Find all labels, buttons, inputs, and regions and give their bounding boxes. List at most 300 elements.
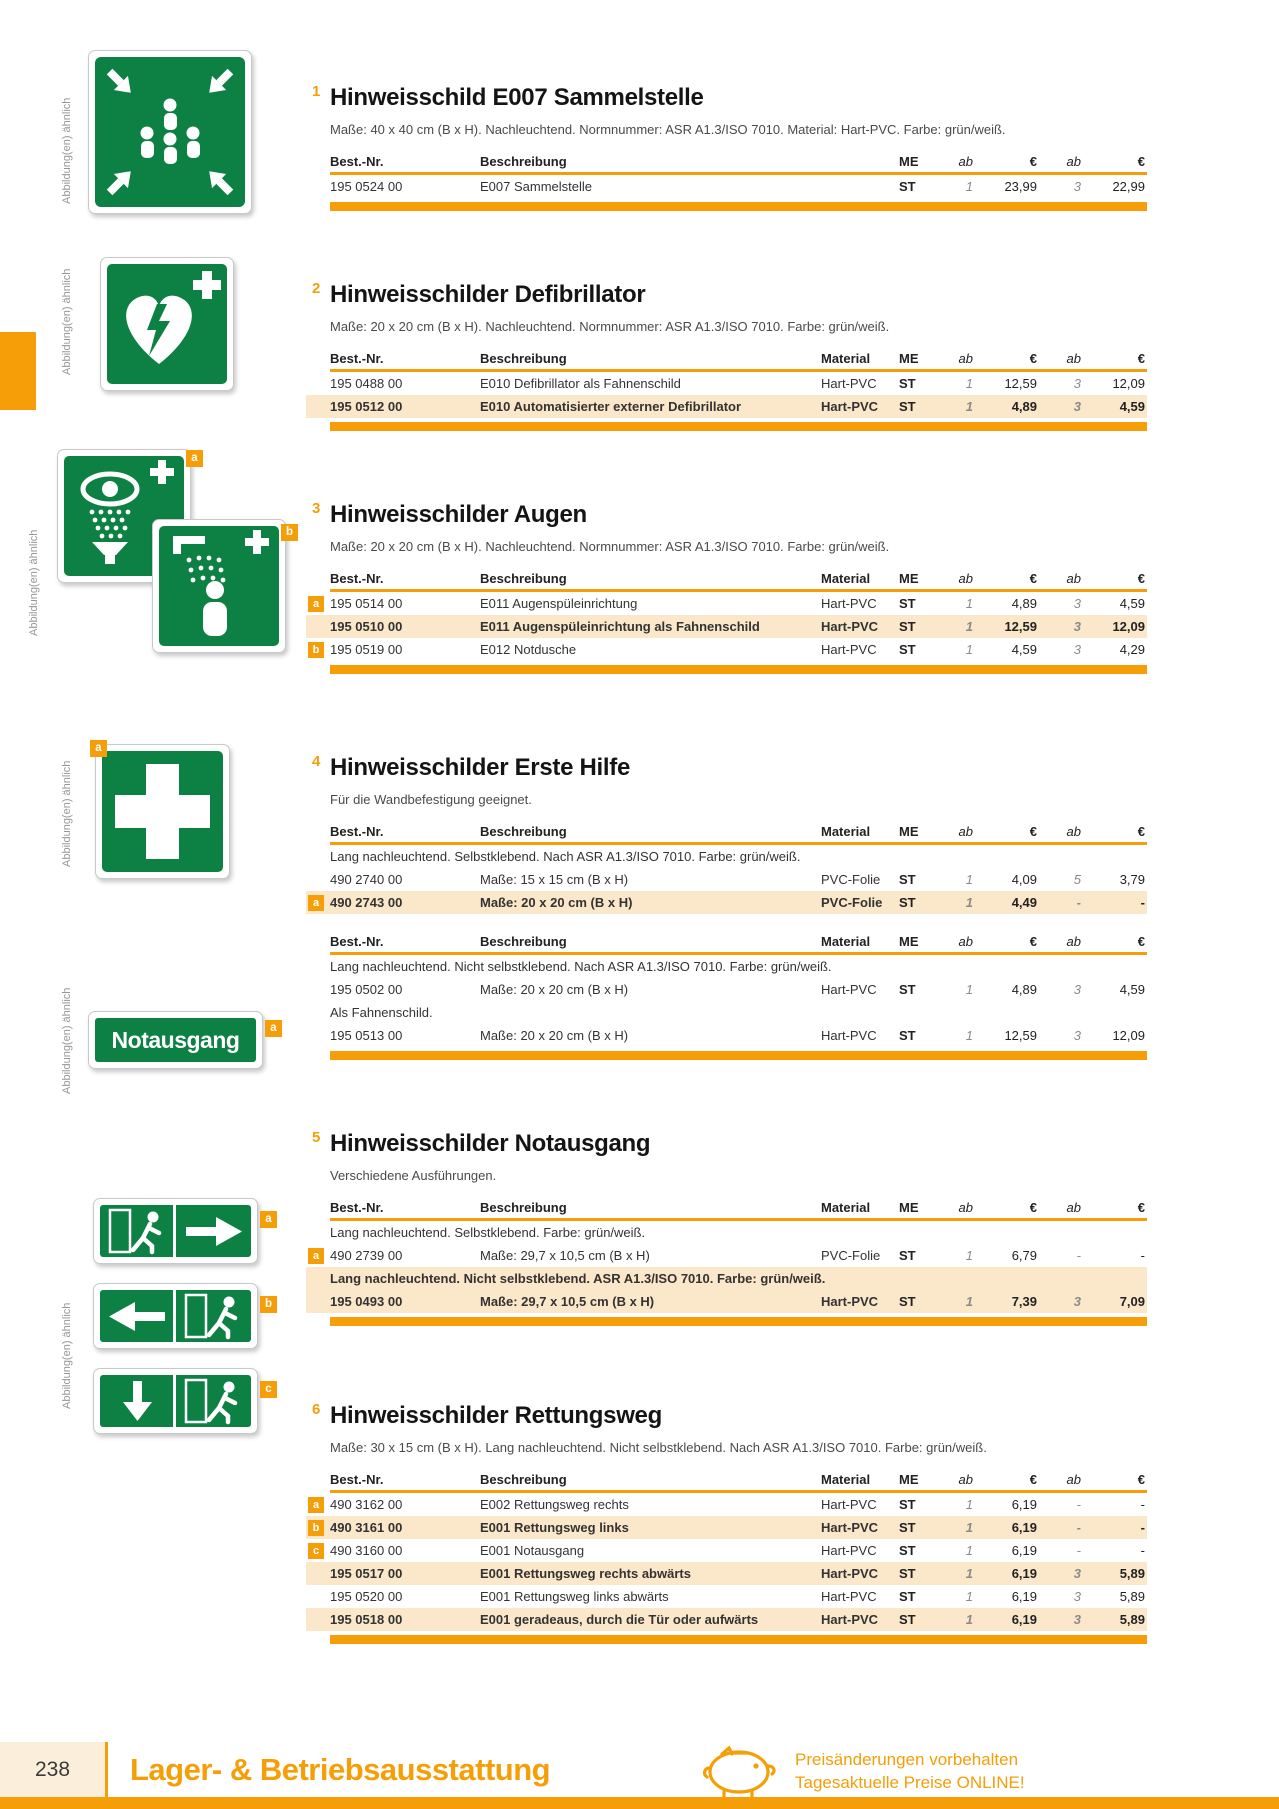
cell-bestnr: 490 2743 00 bbox=[330, 895, 403, 910]
cell-ab1: 1 bbox=[965, 1294, 973, 1309]
column-header-me: ME bbox=[899, 571, 919, 586]
column-header-ab: ab bbox=[1066, 934, 1081, 949]
cell-price2: - bbox=[1140, 1520, 1145, 1535]
cell-ab1: 1 bbox=[965, 1543, 973, 1558]
table-note-row bbox=[306, 1221, 1147, 1244]
column-header-eur: € bbox=[1137, 1200, 1145, 1215]
cell-beschreibung: Maße: 15 x 15 cm (B x H) bbox=[480, 872, 629, 887]
table-row bbox=[306, 868, 1147, 891]
note-text: Lang nachleuchtend. Nicht selbstklebend. ASR A1.3/ISO 7010. Farbe: grün/weiß. bbox=[330, 1271, 826, 1286]
column-header-material: Material bbox=[821, 824, 871, 839]
row-gutter bbox=[306, 1496, 330, 1513]
figure-marker-badge: a bbox=[90, 740, 107, 757]
cell-me: ST bbox=[899, 1543, 916, 1558]
column-header-eur: € bbox=[1137, 351, 1145, 366]
table-header-row bbox=[306, 930, 1147, 955]
table-row bbox=[306, 615, 1147, 638]
column-header-material: Material bbox=[821, 1200, 871, 1215]
footer-section-title: Lager- & Betriebsausstattung bbox=[130, 1752, 551, 1787]
cell-beschreibung: E007 Sammelstelle bbox=[480, 179, 592, 194]
cell-me: ST bbox=[899, 179, 916, 194]
figure-marker-badge: b bbox=[260, 1296, 277, 1313]
column-header-material: Material bbox=[821, 571, 871, 586]
cell-price1: 6,19 bbox=[1011, 1589, 1037, 1604]
cell-material: Hart-PVC bbox=[821, 596, 877, 611]
table-row bbox=[306, 1585, 1147, 1608]
cell-price1: 4,89 bbox=[1011, 596, 1037, 611]
cell-material: Hart-PVC bbox=[821, 1612, 879, 1627]
column-header-beschreibung: Beschreibung bbox=[480, 824, 567, 839]
table-row bbox=[306, 891, 1147, 914]
cell-beschreibung: Maße: 20 x 20 cm (B x H) bbox=[480, 1028, 629, 1043]
table-row bbox=[306, 1608, 1147, 1631]
cell-price2: 5,89 bbox=[1119, 1589, 1145, 1604]
cell-price1: 12,59 bbox=[1004, 1028, 1037, 1043]
cell-ab2: 3 bbox=[1073, 1589, 1081, 1604]
cell-ab1: 1 bbox=[965, 895, 973, 910]
column-header-ab: ab bbox=[958, 154, 973, 169]
column-header-bestnr: Best.-Nr. bbox=[330, 351, 384, 366]
section-title: Hinweisschild E007 Sammelstelle bbox=[330, 84, 704, 111]
cell-price2: - bbox=[1140, 1543, 1145, 1558]
column-header-me: ME bbox=[899, 1472, 919, 1487]
cell-price1: 6,19 bbox=[1011, 1566, 1037, 1581]
cell-price2: 4,59 bbox=[1119, 982, 1145, 997]
cell-price1: 4,89 bbox=[1011, 399, 1037, 414]
figure-marker-badge: a bbox=[186, 450, 203, 467]
cell-price1: 12,59 bbox=[1004, 619, 1037, 634]
cell-ab2: 3 bbox=[1073, 642, 1081, 657]
section-title: Hinweisschilder Augen bbox=[330, 501, 587, 528]
cell-beschreibung: E001 Notausgang bbox=[480, 1543, 585, 1558]
column-header-beschreibung: Beschreibung bbox=[480, 571, 567, 586]
section-title: Hinweisschilder Defibrillator bbox=[330, 281, 646, 308]
column-header-eur: € bbox=[1137, 934, 1145, 949]
cell-ab2: 3 bbox=[1073, 1294, 1081, 1309]
column-header-eur: € bbox=[1029, 1472, 1037, 1487]
cell-price2: 12,09 bbox=[1112, 376, 1145, 391]
cell-bestnr: 195 0502 00 bbox=[330, 982, 403, 997]
column-header-eur: € bbox=[1029, 351, 1037, 366]
cell-price1: 7,39 bbox=[1011, 1294, 1037, 1309]
table-note-row bbox=[306, 1267, 1147, 1290]
column-header-bestnr: Best.-Nr. bbox=[330, 824, 384, 839]
cell-bestnr: 490 3161 00 bbox=[330, 1520, 403, 1535]
notausgang-sign-text: Notausgang bbox=[95, 1018, 256, 1062]
cell-price1: 6,19 bbox=[1011, 1612, 1037, 1627]
table-row bbox=[306, 592, 1147, 615]
cell-me: ST bbox=[899, 982, 916, 997]
cell-price1: 4,09 bbox=[1011, 872, 1037, 887]
cell-price2: 3,79 bbox=[1119, 872, 1145, 887]
column-header-ab: ab bbox=[1066, 1200, 1081, 1215]
cell-price1: 6,19 bbox=[1011, 1543, 1037, 1558]
cell-material: Hart-PVC bbox=[821, 982, 877, 997]
table-header-row bbox=[306, 1196, 1147, 1221]
note-text: Lang nachleuchtend. Selbstklebend. Nach ASR A1.3/ISO 7010. Farbe: grün/weiß. bbox=[330, 849, 801, 864]
cell-ab1: 1 bbox=[965, 376, 973, 391]
column-header-ab: ab bbox=[1066, 824, 1081, 839]
cell-material: Hart-PVC bbox=[821, 1589, 877, 1604]
cell-ab1: 1 bbox=[965, 642, 973, 657]
section-number: 2 bbox=[312, 280, 321, 297]
price-table bbox=[306, 150, 1147, 211]
row-gutter bbox=[306, 641, 330, 658]
catalog-section-6 bbox=[306, 1402, 1147, 1644]
cell-me: ST bbox=[899, 1497, 916, 1512]
cell-ab2: 3 bbox=[1073, 1612, 1081, 1627]
cell-bestnr: 195 0520 00 bbox=[330, 1589, 403, 1604]
cell-ab2: 3 bbox=[1073, 399, 1081, 414]
cell-material: Hart-PVC bbox=[821, 1497, 877, 1512]
column-header-material: Material bbox=[821, 1472, 871, 1487]
cell-bestnr: 195 0519 00 bbox=[330, 642, 403, 657]
defibrillator-icon bbox=[107, 264, 227, 384]
cell-ab2: - bbox=[1076, 1520, 1081, 1535]
column-header-bestnr: Best.-Nr. bbox=[330, 1472, 384, 1487]
bottom-accent-bar bbox=[0, 1797, 1279, 1809]
table-row bbox=[306, 1539, 1147, 1562]
section-number: 4 bbox=[312, 753, 321, 770]
cell-material: PVC-Folie bbox=[821, 1248, 881, 1263]
cell-material: PVC-Folie bbox=[821, 872, 881, 887]
section-heading bbox=[306, 1130, 1147, 1157]
column-header-ab: ab bbox=[1066, 351, 1081, 366]
cell-ab2: 3 bbox=[1073, 376, 1081, 391]
cell-bestnr: 195 0488 00 bbox=[330, 376, 403, 391]
column-header-bestnr: Best.-Nr. bbox=[330, 571, 384, 586]
footer-note-line-1: Preisänderungen vorbehalten bbox=[795, 1750, 1019, 1769]
table-bottom-bar bbox=[330, 1317, 1147, 1326]
row-marker-badge: c bbox=[308, 1543, 324, 1559]
product-image-rettungsweg-abwaerts bbox=[93, 1368, 258, 1434]
column-header-me: ME bbox=[899, 154, 919, 169]
section-heading bbox=[306, 281, 1147, 308]
piggy-bank-icon bbox=[698, 1744, 782, 1800]
assembly-point-icon bbox=[95, 57, 245, 207]
cell-bestnr: 490 2739 00 bbox=[330, 1248, 403, 1263]
cell-me: ST bbox=[899, 1520, 916, 1535]
cell-beschreibung: E001 geradeaus, durch die Tür oder aufwärts bbox=[480, 1612, 759, 1627]
section-intro: Maße: 40 x 40 cm (B x H). Nachleuchtend. Normnummer: ASR A1.3/ISO 7010. Material: Hart-PVC. Farbe: grün/weiß. bbox=[330, 122, 1006, 137]
cell-ab1: 1 bbox=[965, 179, 973, 194]
cell-beschreibung: E010 Automatisierter externer Defibrillator bbox=[480, 399, 742, 414]
image-similarity-caption: Abbildung(en) ähnlich bbox=[61, 760, 73, 868]
cell-beschreibung: Maße: 29,7 x 10,5 cm (B x H) bbox=[480, 1248, 650, 1263]
cell-me: ST bbox=[899, 1294, 916, 1309]
product-image-notausgang bbox=[88, 1011, 263, 1069]
column-header-ab: ab bbox=[958, 571, 973, 586]
row-marker-badge: a bbox=[308, 1248, 324, 1264]
cell-ab1: 1 bbox=[965, 1248, 973, 1263]
column-header-ab: ab bbox=[958, 1472, 973, 1487]
cell-price2: 4,59 bbox=[1119, 399, 1145, 414]
cell-me: ST bbox=[899, 596, 916, 611]
footer-note-line-2: Tagesaktuelle Preise ONLINE! bbox=[795, 1773, 1025, 1792]
catalog-section-5 bbox=[306, 1130, 1147, 1326]
cell-ab1: 1 bbox=[965, 596, 973, 611]
footer-note bbox=[795, 1748, 1025, 1794]
price-table bbox=[306, 930, 1147, 1060]
cell-ab1: 1 bbox=[965, 1566, 973, 1581]
cell-ab2: 3 bbox=[1073, 982, 1081, 997]
table-note-row bbox=[306, 1001, 1147, 1024]
row-gutter bbox=[306, 1519, 330, 1536]
cell-bestnr: 195 0512 00 bbox=[330, 399, 403, 414]
column-header-me: ME bbox=[899, 351, 919, 366]
cell-me: ST bbox=[899, 376, 916, 391]
cell-ab2: 3 bbox=[1073, 596, 1081, 611]
catalog-section-3 bbox=[306, 501, 1147, 674]
column-header-bestnr: Best.-Nr. bbox=[330, 934, 384, 949]
column-header-beschreibung: Beschreibung bbox=[480, 154, 567, 169]
cell-material: PVC-Folie bbox=[821, 895, 883, 910]
table-row bbox=[306, 175, 1147, 198]
cell-ab1: 1 bbox=[965, 872, 973, 887]
column-header-material: Material bbox=[821, 351, 871, 366]
table-row bbox=[306, 1290, 1147, 1313]
image-similarity-caption: Abbildung(en) ähnlich bbox=[61, 1302, 73, 1410]
product-image-sammelstelle bbox=[88, 50, 252, 214]
column-header-ab: ab bbox=[1066, 1472, 1081, 1487]
figure-marker-badge: a bbox=[260, 1211, 277, 1228]
price-table bbox=[306, 820, 1147, 914]
cell-me: ST bbox=[899, 642, 916, 657]
section-number: 5 bbox=[312, 1129, 321, 1146]
table-row bbox=[306, 1516, 1147, 1539]
table-bottom-bar bbox=[330, 202, 1147, 211]
section-number: 3 bbox=[312, 500, 321, 517]
cell-me: ST bbox=[899, 1589, 916, 1604]
column-header-bestnr: Best.-Nr. bbox=[330, 154, 384, 169]
cell-me: ST bbox=[899, 1248, 916, 1263]
cell-material: Hart-PVC bbox=[821, 1520, 879, 1535]
escape-route-right-icon bbox=[100, 1205, 251, 1257]
table-header-row bbox=[306, 820, 1147, 845]
row-marker-badge: a bbox=[308, 596, 324, 612]
column-header-beschreibung: Beschreibung bbox=[480, 1200, 567, 1215]
table-note-row bbox=[306, 845, 1147, 868]
section-title: Hinweisschilder Erste Hilfe bbox=[330, 754, 631, 781]
first-aid-cross-icon bbox=[102, 751, 223, 872]
cell-me: ST bbox=[899, 895, 916, 910]
product-image-rettungsweg-rechts bbox=[93, 1198, 258, 1264]
cell-material: Hart-PVC bbox=[821, 1566, 879, 1581]
cell-ab1: 1 bbox=[965, 399, 973, 414]
section-number: 6 bbox=[312, 1401, 321, 1418]
row-marker-badge: b bbox=[308, 1520, 324, 1536]
cell-material: Hart-PVC bbox=[821, 1543, 877, 1558]
table-row bbox=[306, 1562, 1147, 1585]
cell-bestnr: 195 0524 00 bbox=[330, 179, 403, 194]
cell-ab2: - bbox=[1076, 1543, 1081, 1558]
catalog-section-4 bbox=[306, 754, 1147, 1060]
cell-ab1: 1 bbox=[965, 982, 973, 997]
section-intro: Verschiedene Ausführungen. bbox=[330, 1168, 497, 1183]
cell-price1: 4,59 bbox=[1011, 642, 1037, 657]
cell-price2: 12,09 bbox=[1112, 1028, 1145, 1043]
product-image-defibrillator bbox=[100, 257, 234, 391]
cell-price1: 12,59 bbox=[1004, 376, 1037, 391]
cell-price2: 5,89 bbox=[1119, 1612, 1145, 1627]
cell-price2: 22,99 bbox=[1112, 179, 1145, 194]
escape-route-left-icon bbox=[100, 1290, 251, 1342]
cell-bestnr: 195 0513 00 bbox=[330, 1028, 403, 1043]
cell-beschreibung: E001 Rettungsweg links bbox=[480, 1520, 629, 1535]
product-image-erste-hilfe bbox=[95, 744, 230, 879]
column-header-ab: ab bbox=[958, 1200, 973, 1215]
cell-beschreibung: E012 Notdusche bbox=[480, 642, 577, 657]
cell-price1: 6,79 bbox=[1011, 1248, 1037, 1263]
cell-bestnr: 195 0514 00 bbox=[330, 596, 403, 611]
section-intro: Für die Wandbefestigung geeignet. bbox=[330, 792, 532, 807]
cell-beschreibung: Maße: 29,7 x 10,5 cm (B x H) bbox=[480, 1294, 655, 1309]
price-table bbox=[306, 347, 1147, 431]
cell-ab2: - bbox=[1076, 1497, 1081, 1512]
cell-price1: 4,49 bbox=[1011, 895, 1037, 910]
table-row bbox=[306, 1024, 1147, 1047]
cell-price1: 6,19 bbox=[1011, 1520, 1037, 1535]
column-header-ab: ab bbox=[1066, 154, 1081, 169]
section-number: 1 bbox=[312, 83, 321, 100]
column-header-ab: ab bbox=[1066, 571, 1081, 586]
cell-material: Hart-PVC bbox=[821, 1294, 879, 1309]
escape-route-down-icon bbox=[100, 1375, 251, 1427]
cell-price1: 23,99 bbox=[1004, 179, 1037, 194]
cell-material: Hart-PVC bbox=[821, 376, 877, 391]
row-marker-badge: b bbox=[308, 642, 324, 658]
table-bottom-bar bbox=[330, 1051, 1147, 1060]
section-title: Hinweisschilder Rettungsweg bbox=[330, 1402, 662, 1429]
image-similarity-caption: Abbildung(en) ähnlich bbox=[61, 268, 73, 376]
row-gutter bbox=[306, 894, 330, 911]
column-header-ab: ab bbox=[958, 824, 973, 839]
table-row bbox=[306, 978, 1147, 1001]
figure-marker-badge: a bbox=[265, 1020, 282, 1037]
cell-price2: 7,09 bbox=[1119, 1294, 1145, 1309]
safety-shower-icon bbox=[159, 526, 279, 646]
column-header-material: Material bbox=[821, 934, 871, 949]
table-header-row bbox=[306, 347, 1147, 372]
cell-me: ST bbox=[899, 399, 916, 414]
cell-me: ST bbox=[899, 619, 916, 634]
row-gutter bbox=[306, 1247, 330, 1264]
section-heading bbox=[306, 1402, 1147, 1429]
table-row bbox=[306, 1244, 1147, 1267]
catalog-section-2 bbox=[306, 281, 1147, 431]
image-similarity-caption: Abbildung(en) ähnlich bbox=[61, 987, 73, 1095]
table-note-row bbox=[306, 955, 1147, 978]
cell-beschreibung: E011 Augenspüleinrichtung bbox=[480, 596, 638, 611]
cell-ab1: 1 bbox=[965, 1028, 973, 1043]
cell-ab2: 5 bbox=[1073, 872, 1081, 887]
product-image-notdusche bbox=[152, 519, 286, 653]
cell-material: Hart-PVC bbox=[821, 642, 877, 657]
table-row bbox=[306, 638, 1147, 661]
cell-bestnr: 195 0510 00 bbox=[330, 619, 403, 634]
figure-marker-badge: b bbox=[281, 524, 298, 541]
column-header-eur: € bbox=[1137, 571, 1145, 586]
table-row bbox=[306, 1493, 1147, 1516]
page-edge-tab bbox=[0, 332, 36, 410]
section-intro: Maße: 20 x 20 cm (B x H). Nachleuchtend. Normnummer: ASR A1.3/ISO 7010. Farbe: grün/weiß. bbox=[330, 319, 890, 334]
column-header-eur: € bbox=[1029, 824, 1037, 839]
column-header-eur: € bbox=[1029, 571, 1037, 586]
cell-bestnr: 490 2740 00 bbox=[330, 872, 403, 887]
column-header-eur: € bbox=[1029, 154, 1037, 169]
table-bottom-bar bbox=[330, 422, 1147, 431]
section-intro: Maße: 30 x 15 cm (B x H). Lang nachleuchtend. Nicht selbstklebend. Nach ASR A1.3/ISO 7010. Farbe: grün/weiß. bbox=[330, 1440, 987, 1455]
column-header-ab: ab bbox=[958, 351, 973, 366]
note-text: Als Fahnenschild. bbox=[330, 1005, 433, 1020]
row-gutter bbox=[306, 595, 330, 612]
row-gutter bbox=[306, 1542, 330, 1559]
image-similarity-caption: Abbildung(en) ähnlich bbox=[28, 529, 40, 637]
cell-price1: 6,19 bbox=[1011, 1497, 1037, 1512]
catalog-section-1 bbox=[306, 84, 1147, 211]
cell-price2: - bbox=[1140, 1248, 1145, 1263]
cell-material: Hart-PVC bbox=[821, 619, 879, 634]
cell-bestnr: 195 0493 00 bbox=[330, 1294, 403, 1309]
cell-ab1: 1 bbox=[965, 1520, 973, 1535]
price-table bbox=[306, 1468, 1147, 1644]
cell-price2: 4,59 bbox=[1119, 596, 1145, 611]
column-header-ab: ab bbox=[958, 934, 973, 949]
cell-material: Hart-PVC bbox=[821, 399, 879, 414]
cell-ab2: - bbox=[1076, 895, 1081, 910]
section-intro: Maße: 20 x 20 cm (B x H). Nachleuchtend. Normnummer: ASR A1.3/ISO 7010. Farbe: grün/weiß. bbox=[330, 539, 890, 554]
cell-me: ST bbox=[899, 872, 916, 887]
row-marker-badge: a bbox=[308, 1497, 324, 1513]
section-heading bbox=[306, 501, 1147, 528]
column-header-eur: € bbox=[1137, 824, 1145, 839]
column-header-beschreibung: Beschreibung bbox=[480, 351, 567, 366]
column-header-bestnr: Best.-Nr. bbox=[330, 1200, 384, 1215]
table-row bbox=[306, 372, 1147, 395]
column-header-eur: € bbox=[1029, 1200, 1037, 1215]
column-header-beschreibung: Beschreibung bbox=[480, 934, 567, 949]
section-heading bbox=[306, 754, 1147, 781]
cell-ab2: 3 bbox=[1073, 619, 1081, 634]
cell-me: ST bbox=[899, 1028, 916, 1043]
column-header-me: ME bbox=[899, 934, 919, 949]
cell-beschreibung: E001 Rettungsweg links abwärts bbox=[480, 1589, 669, 1604]
column-header-me: ME bbox=[899, 1200, 919, 1215]
cell-bestnr: 195 0517 00 bbox=[330, 1566, 403, 1581]
cell-ab1: 1 bbox=[965, 1589, 973, 1604]
column-header-beschreibung: Beschreibung bbox=[480, 1472, 567, 1487]
cell-bestnr: 490 3162 00 bbox=[330, 1497, 403, 1512]
cell-ab1: 1 bbox=[965, 619, 973, 634]
cell-beschreibung: Maße: 20 x 20 cm (B x H) bbox=[480, 982, 629, 997]
page-number: 238 bbox=[0, 1742, 108, 1797]
cell-price2: 5,89 bbox=[1119, 1566, 1145, 1581]
cell-beschreibung: E011 Augenspüleinrichtung als Fahnenschild bbox=[480, 619, 760, 634]
cell-ab1: 1 bbox=[965, 1612, 973, 1627]
figure-marker-badge: c bbox=[260, 1381, 277, 1398]
cell-price2: 12,09 bbox=[1112, 619, 1145, 634]
price-table bbox=[306, 1196, 1147, 1326]
column-header-eur: € bbox=[1137, 154, 1145, 169]
column-header-me: ME bbox=[899, 824, 919, 839]
cell-beschreibung: E010 Defibrillator als Fahnenschild bbox=[480, 376, 681, 391]
cell-price2: - bbox=[1140, 895, 1145, 910]
table-header-row bbox=[306, 567, 1147, 592]
table-header-row bbox=[306, 150, 1147, 175]
table-bottom-bar bbox=[330, 665, 1147, 674]
column-header-eur: € bbox=[1029, 934, 1037, 949]
note-text: Lang nachleuchtend. Selbstklebend. Farbe: grün/weiß. bbox=[330, 1225, 646, 1240]
